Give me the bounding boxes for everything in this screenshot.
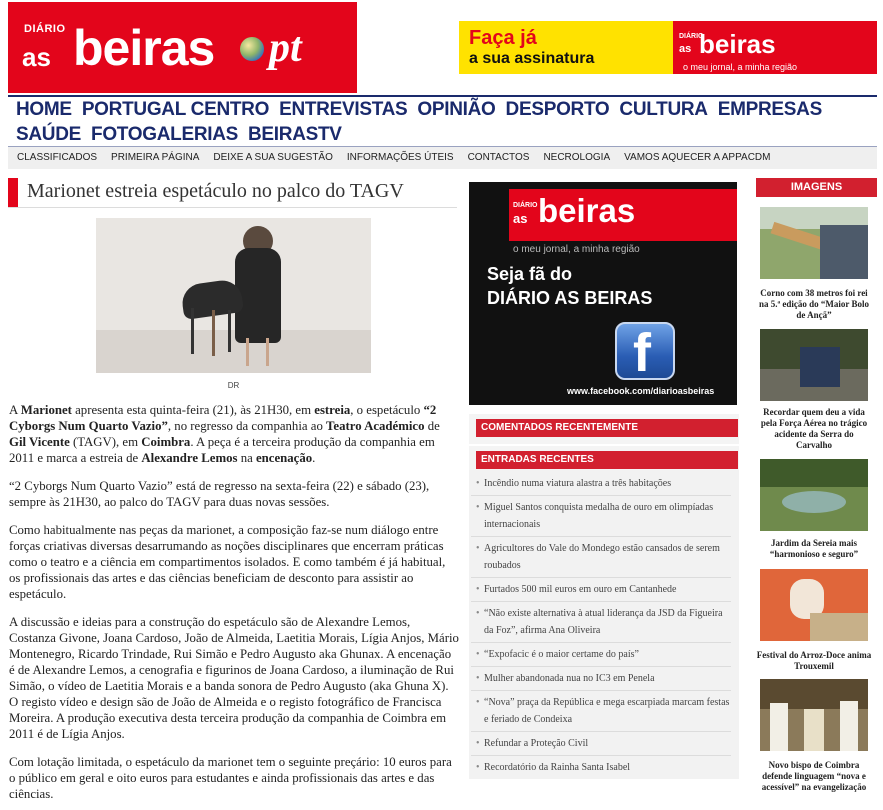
facebook-icon-letter: f — [633, 323, 651, 383]
nav-item-saude[interactable]: SAÚDE — [16, 124, 82, 145]
banner-line2: a sua assinatura — [469, 50, 595, 67]
commented-heading[interactable]: COMENTADOS RECENTEMENTE — [476, 419, 738, 437]
article-body — [9, 402, 459, 810]
article-paragraph: Como habitualmente nas peças da marionet, a composição faz-se num diálogo entre forças criativas diversas desarrumando as noções disciplinares que encerram práticas como o teatro e a ciência em compartimentos isolados. E como também é já habitual, os profissionais das artes e das ciências beneficiam de desconto para assistir ao espetáculo. — [9, 523, 446, 601]
nav-item-fotogalerias[interactable]: FOTOGALERIAS — [91, 124, 239, 145]
thumb-caption[interactable]: Novo bispo de Coimbra defende linguagem “nova e acessível” na evangelização — [761, 760, 867, 792]
thumb-caption[interactable]: Jardim da Sereia mais “harmonioso e seguro” — [769, 538, 859, 559]
main-nav — [16, 97, 876, 147]
list-item[interactable]: • “Expofacic é o maior certame do país” — [471, 643, 731, 667]
fb-ad-tagline: o meu jornal, a minha região — [513, 244, 640, 255]
thumb-bishop-3 — [804, 709, 824, 751]
logo-as: as — [22, 42, 51, 72]
logo-diario: DIÁRIO — [24, 23, 66, 35]
nav-item-portugal-centro[interactable]: PORTUGAL CENTRO — [81, 99, 270, 120]
article-title-rule — [8, 207, 457, 208]
banner-tagline: o meu jornal, a minha região — [683, 62, 798, 72]
banner-brand-beiras: beiras — [699, 29, 776, 59]
list-item[interactable]: • Miguel Santos conquista medalha de ouro em olimpíadas internacionais — [471, 496, 731, 537]
thumb-forca-aerea[interactable] — [760, 329, 868, 401]
facebook-icon — [615, 322, 675, 383]
thumb-caption[interactable]: Corno com 38 metros foi rei na 5.ª edição do “Maior Bolo de Ançã” — [758, 288, 870, 320]
banner-brand-panel — [673, 21, 877, 74]
article-photo[interactable] — [96, 218, 371, 373]
subscription-banner[interactable] — [459, 21, 877, 74]
dancer-standing-leg-right — [266, 338, 269, 366]
subnav-item-sugestao[interactable]: DEIXE A SUA SUGESTÃO — [213, 152, 333, 163]
sub-nav — [8, 147, 877, 169]
fb-ad-beiras: beiras — [538, 192, 636, 229]
thumb-bishop — [770, 703, 788, 751]
article-paragraph: “2 Cyborgs Num Quarto Vazio” está de regresso na sexta-feira (22) e sábado (23), sempre às 21H30, ao palco do TAGV para duas novas sessões. — [9, 479, 430, 509]
recent-heading[interactable]: ENTRADAS RECENTES — [476, 451, 738, 469]
list-item[interactable]: • “Não existe alternativa à atual liderança da JSD da Figueira da Foz”, afirma Ana Oliveira — [471, 602, 731, 643]
logo-beiras: beiras — [73, 20, 215, 76]
article-paragraph: Com lotação limitada, o espetáculo da marionet tem o seguinte preçário: 10 euros para o público em geral e oito euros para estudantes e ainda profissionais das artes e das ciências. — [9, 755, 452, 801]
banner-yellow-panel — [459, 21, 673, 74]
thumb-pond — [782, 491, 846, 513]
subnav-item-contactos[interactable]: CONTACTOS — [467, 152, 530, 163]
thumb-crowd — [820, 225, 868, 279]
photo-caption: DR — [227, 381, 240, 390]
thumb-bishop-2 — [840, 701, 858, 751]
thumb-trees — [760, 459, 868, 487]
recent-entries-list — [469, 470, 739, 779]
list-item[interactable]: • Incêndio numa viatura alastra a três habitações — [471, 472, 731, 496]
nav-item-beirastv[interactable]: BEIRASTV — [248, 124, 342, 145]
article-title[interactable]: Marionet estreia espetáculo no palco do TAGV — [27, 180, 404, 202]
list-item[interactable]: • “Nova” praça da República e mega escarpiada marcam festas e feriado de Condeixa — [471, 691, 731, 732]
banner-line1: Faça já — [469, 27, 537, 49]
fb-ad-as: as — [513, 211, 528, 226]
article-paragraph: A discussão e ideias para a construção do espetáculo são de Alexandre Lemos, Costanza Givone, Joana Cardoso, João de Almeida, Laetitia Morais, Lígia Anjos, Mário Montenegro, Ricardo Trindade, Rui Simão e Pedro Augusto aka Ghunax. A encenação é de Alexandre Lemos, a cenografia e figurinos de Joana Cardoso, a iluminação de Rui Simão, o vídeo de Laetitia Morais e a banda sonora de Pedro Augusto (aka Ghuna X). O registo vídeo e design são de João de Almeida e o registo fotográfico de Francisca Moreira. A produção executiva desta terceira produção da companhia de Coimbra em 2011 é de Lígia Anjos. — [9, 615, 459, 741]
article-title-marker — [8, 178, 18, 208]
dancer-standing-leg-left — [246, 338, 249, 366]
nav-item-cultura[interactable]: CULTURA — [619, 99, 708, 120]
nav-item-opiniao[interactable]: OPINIÃO — [417, 99, 496, 120]
images-heading[interactable]: IMAGENS — [756, 178, 877, 197]
banner-brand-diario: DIÁRIO — [679, 33, 704, 40]
article-paragraph: A Marionet apresenta esta quinta-feira (21), às 21H30, em estreia, o espetáculo “2 Cyborgs Num Quarto Vazio”, no regresso da companhia ao Teatro Académico de Gil Vicente (TAGV), em Coimbra. A peça é a terceira produção da companhia em 2011 e marca a estreia de Alexandre Lemos na encenação. — [9, 403, 440, 465]
subnav-item-necrologia[interactable]: NECROLOGIA — [543, 152, 611, 163]
nav-item-entrevistas[interactable]: ENTREVISTAS — [279, 99, 408, 120]
banner-brand-as: as — [679, 43, 692, 55]
subnav-item-informacoes[interactable]: INFORMAÇÕES ÚTEIS — [346, 152, 454, 163]
list-item[interactable]: • Recordatório da Rainha Santa Isabel — [471, 756, 731, 779]
thumb-caption[interactable]: Recordar quem deu a vida pela Força Aérea no trágico acidente da Serra do Carvalho — [760, 407, 868, 450]
nav-item-desporto[interactable]: DESPORTO — [505, 99, 610, 120]
list-item[interactable]: • Furtados 500 mil euros em ouro em Cantanhede — [471, 578, 731, 602]
thumb-bispo-coimbra[interactable] — [760, 679, 868, 751]
thumb-bolo-anca[interactable] — [760, 207, 868, 279]
nav-item-home[interactable]: HOME — [16, 99, 72, 120]
list-item[interactable]: • Refundar a Proteção Civil — [471, 732, 731, 756]
thumb-jardim-sereia[interactable] — [760, 459, 868, 531]
fb-ad-url: www.facebook.com/diarioasbeiras — [567, 386, 715, 396]
thumb-pot — [810, 613, 868, 641]
site-logo[interactable] — [8, 2, 357, 93]
dancer-bending-leg-left — [191, 308, 194, 354]
dancer-bending-leg-right — [228, 310, 231, 352]
logo-pt: pt — [269, 25, 302, 71]
fb-ad-diario: DIÁRIO — [513, 202, 538, 209]
globe-icon — [240, 37, 264, 61]
subnav-item-classificados[interactable]: CLASSIFICADOS — [17, 152, 98, 163]
thumb-caption[interactable]: Festival do Arroz-Doce anima Trouxemil — [756, 650, 872, 671]
dancer-bending-arm — [212, 310, 215, 356]
thumb-uniforms — [800, 347, 840, 387]
stage-floor — [96, 330, 371, 373]
facebook-ad[interactable] — [469, 182, 737, 405]
fb-ad-line1: Seja fã do — [487, 264, 573, 284]
nav-item-empresas[interactable]: EMPRESAS — [717, 99, 822, 120]
thumb-arroz-doce[interactable] — [760, 569, 868, 641]
list-item[interactable]: • Agricultores do Vale do Mondego estão cansados de serem roubados — [471, 537, 731, 578]
subnav-item-appacdm[interactable]: VAMOS AQUECER A APPACDM — [624, 152, 771, 163]
subnav-item-primeira-pagina[interactable]: PRIMEIRA PÁGINA — [111, 152, 200, 163]
list-item[interactable]: • Mulher abandonada nua no IC3 em Penela — [471, 667, 731, 691]
fb-ad-line2: DIÁRIO AS BEIRAS — [487, 288, 653, 308]
